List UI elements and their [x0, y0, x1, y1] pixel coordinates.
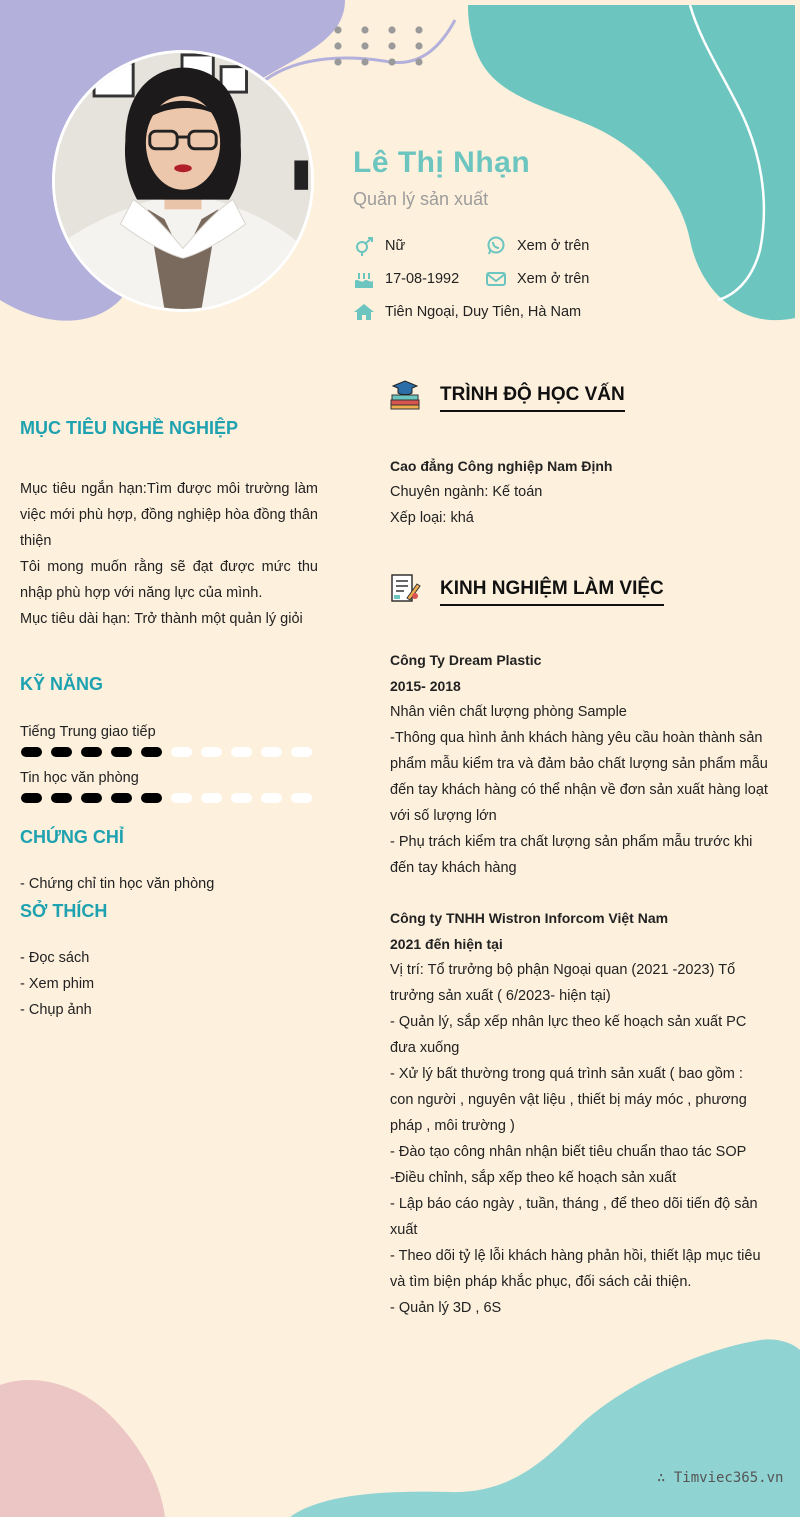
- education-entry: [390, 453, 770, 531]
- objective-line: Mục tiêu dài hạn: Trở thành một quản lý giỏi: [20, 611, 303, 627]
- education-detail: Chuyên ngành: Kế toán: [390, 484, 543, 500]
- hobbies-title: SỞ THÍCH: [20, 901, 108, 921]
- skill-pill-empty: [291, 793, 312, 803]
- hobby-item: - Đọc sách: [20, 950, 90, 966]
- skill-name: Tiếng Trung giao tiếp: [20, 724, 156, 740]
- objective-line: Tôi mong muốn rằng sẽ đạt được mức thu nhập phù hợp với năng lực của mình.: [20, 559, 318, 601]
- objective-text: [20, 476, 318, 632]
- school-name: Cao đẳng Công nghiệp Nam Định: [390, 458, 613, 474]
- email-row: [485, 269, 589, 289]
- address-row: [353, 302, 581, 322]
- skill-level-bar: [20, 746, 320, 758]
- skill-pill-filled: [111, 793, 132, 803]
- experience-line: - Quản lý, sắp xếp nhân lực theo kế hoạch sản xuất PC đưa xuống: [390, 1014, 747, 1056]
- skill-pill-empty: [171, 793, 192, 803]
- company-name: Công Ty Dream Plastic: [390, 652, 542, 668]
- graduation-books-icon: [389, 378, 421, 410]
- skill-pill-empty: [171, 747, 192, 757]
- envelope-icon: [485, 269, 507, 289]
- whatsapp-icon: [485, 236, 507, 256]
- experience-line: Nhân viên chất lượng phòng Sample: [390, 704, 627, 720]
- experience-entry-2: [390, 905, 770, 1321]
- skill-pill-filled: [111, 747, 132, 757]
- work-documents-icon: [389, 572, 421, 604]
- skill-pill-filled: [51, 793, 72, 803]
- education-detail: Xếp loại: khá: [390, 510, 474, 526]
- experience-line: Vị trí: Tổ trưởng bộ phận Ngoại quan (2021 -2023) Tổ trưởng sản xuất ( 6/2023- hiện tại): [390, 962, 736, 1004]
- birthday-cake-icon: [353, 269, 375, 289]
- skill-pill-empty: [291, 747, 312, 757]
- job-title: Quản lý sản xuất: [353, 189, 489, 209]
- education-title: TRÌNH ĐỘ HỌC VẤN: [440, 384, 625, 412]
- gender-value: Nữ: [385, 238, 406, 254]
- company-name: Công ty TNHH Wistron Inforcom Việt Nam: [390, 910, 669, 926]
- skill-pill-empty: [231, 793, 252, 803]
- experience-line: -Điều chỉnh, sắp xếp theo kế hoạch sản xuất: [390, 1170, 677, 1186]
- birthday-row: [353, 269, 459, 289]
- skill-pill-filled: [81, 793, 102, 803]
- birthday-value: 17-08-1992: [385, 271, 460, 287]
- certificates-list: [20, 871, 214, 897]
- skill-pill-empty: [201, 747, 222, 757]
- skill-pill-filled: [51, 747, 72, 757]
- experience-entry-1: [390, 647, 770, 881]
- skill-pill-filled: [81, 747, 102, 757]
- objective-title: MỤC TIÊU NGHỀ NGHIỆP: [20, 418, 239, 438]
- skill-level-bar: [20, 792, 320, 804]
- profile-photo: [52, 50, 314, 312]
- skill-pill-filled: [141, 793, 162, 803]
- skills-title: KỸ NĂNG: [20, 674, 104, 694]
- experience-line: - Quản lý 3D , 6S: [390, 1300, 502, 1316]
- portrait-image: [55, 53, 311, 309]
- skill-pill-empty: [261, 793, 282, 803]
- candidate-name: Lê Thị Nhạn: [353, 146, 531, 179]
- experience-line: - Theo dõi tỷ lệ lỗi khách hàng phản hồi, thiết lập mục tiêu và tìm biện pháp khắc phục, đối sách cải thiện.: [390, 1248, 761, 1290]
- skill-name: Tin học văn phòng: [20, 770, 139, 786]
- hobbies-list: [20, 945, 94, 1023]
- experience-line: - Phụ trách kiểm tra chất lượng sản phẩm mẫu trước khi đến tay khách hàng: [390, 834, 753, 876]
- hobby-item: - Chụp ảnh: [20, 1002, 92, 1018]
- skill-pill-empty: [261, 747, 282, 757]
- email-value: Xem ở trên: [517, 271, 590, 287]
- work-period: 2015- 2018: [390, 678, 461, 694]
- skill-pill-filled: [21, 747, 42, 757]
- gender-icon: [353, 236, 375, 256]
- address-value: Tiên Ngoại, Duy Tiên, Hà Nam: [385, 304, 582, 320]
- experience-line: -Thông qua hình ảnh khách hàng yêu cầu hoàn thành sản phẩm mẫu kiểm tra và đảm bảo chất lượng sản phẩm mẫu đến tay khách hàng có thể nhận về đơn sản xuất hàng loạt với số lượng lớn: [390, 730, 768, 824]
- experience-title: KINH NGHIỆM LÀM VIỆC: [440, 578, 664, 606]
- phone-value: Xem ở trên: [517, 238, 590, 254]
- experience-line: - Lập báo cáo ngày , tuần, tháng , để theo dõi tiến độ sản xuất: [390, 1196, 758, 1238]
- certificates-title: CHỨNG CHỈ: [20, 827, 124, 847]
- skill-pill-filled: [21, 793, 42, 803]
- phone-row: [485, 236, 589, 256]
- experience-line: - Xử lý bất thường trong quá trình sản xuất ( bao gồm : con người , nguyên vật liệu , thiết bị máy móc , phương pháp , môi trường ): [390, 1066, 747, 1134]
- skill-pill-empty: [231, 747, 252, 757]
- hobby-item: - Xem phim: [20, 976, 95, 992]
- experience-line: - Đào tạo công nhân nhận biết tiêu chuẩn thao tác SOP: [390, 1144, 747, 1160]
- skill-pill-filled: [141, 747, 162, 757]
- certificate-item: - Chứng chỉ tin học văn phòng: [20, 876, 215, 892]
- work-period: 2021 đến hiện tại: [390, 936, 503, 952]
- gender-row: [353, 236, 405, 256]
- watermark-text: ∴ Timviec365.vn: [657, 1470, 784, 1486]
- skill-pill-empty: [201, 793, 222, 803]
- home-icon: [353, 302, 375, 322]
- objective-line: Mục tiêu ngắn hạn:Tìm được môi trường làm việc mới phù hợp, đồng nghiệp hòa đồng thân thiện: [20, 481, 318, 549]
